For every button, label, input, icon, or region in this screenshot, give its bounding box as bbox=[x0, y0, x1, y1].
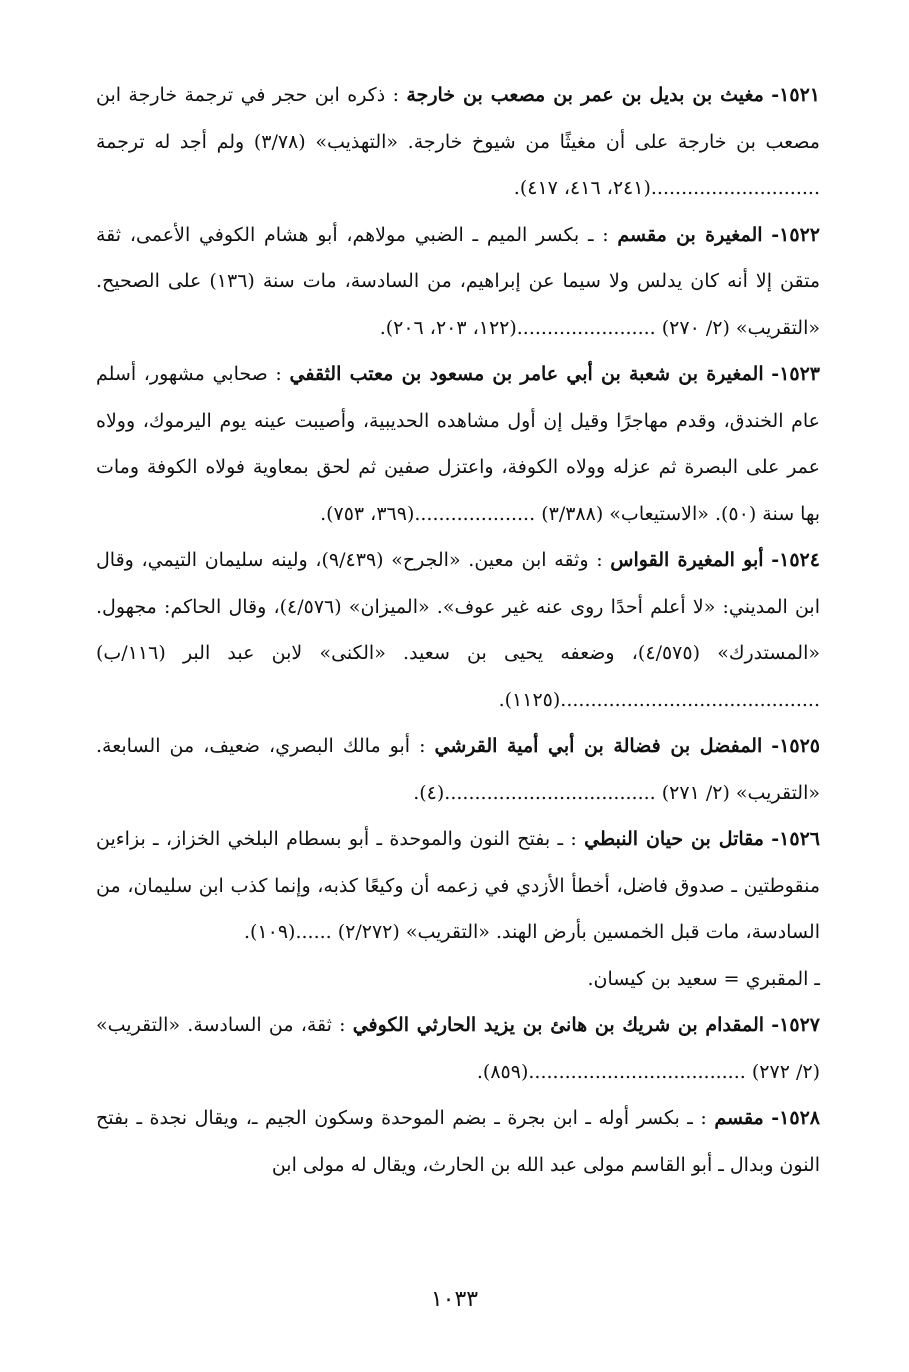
entry-number: ١٥٢٨- bbox=[771, 1107, 820, 1129]
entry-1526 bbox=[96, 816, 820, 956]
entry-number: ١٥٢٤- bbox=[771, 549, 820, 571]
entry-1525 bbox=[96, 723, 820, 816]
entry-number: ١٥٢٦- bbox=[771, 828, 820, 850]
entry-tail: ....................(٣٦٩، ٧٥٣). bbox=[320, 502, 536, 525]
entry-text: : ثقة، من السادسة. «التقريب» (٢/ ٢٧٢) bbox=[96, 1014, 820, 1083]
entry-number: ١٥٢١- bbox=[771, 84, 820, 106]
entry-tail: ......(١٠٩). bbox=[243, 921, 332, 943]
entry-number: ١٥٢٣- bbox=[771, 363, 821, 385]
entry-text: : ـ بكسر الميم ـ الضبي مولاهم، أبو هشام الكوفي الأعمى، ثقة متقن إلا أنه كان يدلس ولا سيما عن إبراهيم، من السادسة، مات سنة (١٣٦) على الصحيح. «التقريب» (٢/ ٢٧٠) bbox=[96, 223, 820, 339]
entry-tail: ...........................................(١١٢٥). bbox=[498, 688, 820, 711]
entry-number: ١٥٢٢- bbox=[771, 223, 820, 246]
entry-name: مقسم bbox=[714, 1107, 764, 1129]
entry-1522 bbox=[96, 212, 820, 352]
entry-1527 bbox=[96, 1002, 820, 1095]
entry-tail: ...................................(٤). bbox=[413, 781, 656, 804]
entry-text: : ـ بفتح النون والموحدة ـ أبو بسطام البلخي الخزاز، ـ بزاءين منقوطتين ـ صدوق فاضل، أخطأ الأزدي في زعمه أن وكيعًا كذبه، وإنما كذب ابن سليمان، من السادسة، مات قبل الخمسين بأرض الهند. «التقريب» (٢/٢٧٢) bbox=[96, 828, 820, 943]
entry-tail: ....................................(٨٥٩). bbox=[476, 1060, 746, 1083]
entry-tail: ............................(٢٤١، ٤١٦، ٤١٧). bbox=[513, 177, 820, 199]
entry-text: : وثقه ابن معين. «الجرح» (٩/٤٣٩)، ولينه سليمان التيمي، وقال ابن المديني: «لا أعلم أحدًا روى عنه غير عوف». «الميزان» (٤/٥٧٦)، وقال الحاكم: مجهول. «المستدرك» (٤/٥٧٥)، وضعفه يحيى بن سعيد. «الكنى» لابن عبد البر (١١٦/ب) bbox=[96, 549, 820, 664]
entry-text: : أبو مالك البصري، ضعيف، من السابعة. «التقريب» (٢/ ٢٧١) bbox=[96, 735, 820, 804]
entry-1528 bbox=[96, 1095, 820, 1188]
entry-name: مغيث بن بديل بن عمر بن مصعب بن خارجة bbox=[406, 84, 764, 106]
entry-1521 bbox=[96, 72, 820, 212]
entry-text: : ذكره ابن حجر في ترجمة خارجة ابن مصعب بن خارجة على أن مغيثًا من شيوخ خارجة. «التهذيب» (٣/٧٨) ولم أجد له ترجمة bbox=[96, 84, 820, 153]
entry-text: : ـ بكسر أوله ـ ابن بجرة ـ بضم الموحدة وسكون الجيم ـ، ويقال نجدة ـ بفتح النون وبدال ـ أبو القاسم مولى عبد الله بن الحارث، ويقال له مولى ابن bbox=[96, 1107, 820, 1176]
entry-name: المغيرة بن شعبة بن أبي عامر بن مسعود بن معتب الثقفي bbox=[289, 363, 764, 385]
entry-name: المغيرة بن مقسم bbox=[617, 223, 763, 246]
cross-reference: ـ المقبري = سعيد بن كيسان. bbox=[587, 967, 820, 990]
entry-number: ١٥٢٧- bbox=[771, 1014, 820, 1036]
page-number: ١٠٣٣ bbox=[430, 1287, 479, 1312]
entry-name: المفضل بن فضالة بن أبي أمية القرشي bbox=[434, 735, 763, 757]
page-body bbox=[96, 72, 820, 1188]
entry-name: مقاتل بن حيان النبطي bbox=[584, 828, 764, 850]
entry-tail: .......................(١٢٢، ٢٠٣، ٢٠٦). bbox=[379, 316, 656, 339]
entry-1523 bbox=[96, 351, 820, 537]
entry-name: المقدام بن شريك بن هانئ بن يزيد الحارثي الكوفي bbox=[352, 1014, 765, 1036]
entry-1524 bbox=[96, 537, 820, 723]
entry-number: ١٥٢٥- bbox=[771, 735, 821, 757]
entry-text: : صحابي مشهور، أسلم عام الخندق، وقدم مهاجرًا وقيل إن أول مشاهده الحديبية، وأصيبت عينه يوم اليرموك، وولاه عمر على البصرة ثم عزله وولاه الكوفة، واعتزل صفين ثم لحق بمعاوية فولاه الكوفة ومات بها سنة (٥٠). «الاستيعاب» (٣/٣٨٨) bbox=[96, 363, 820, 525]
entry-name: أبو المغيرة القواس bbox=[610, 549, 764, 571]
